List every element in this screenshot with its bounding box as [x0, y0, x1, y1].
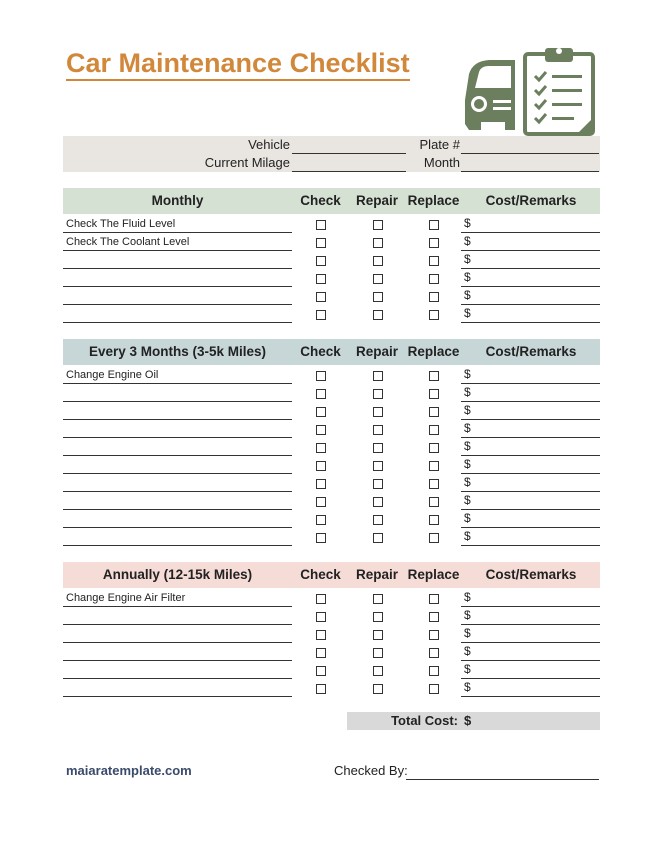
- check-checkbox[interactable]: [316, 310, 326, 320]
- check-checkbox[interactable]: [316, 666, 326, 676]
- check-checkbox[interactable]: [316, 630, 326, 640]
- check-checkbox[interactable]: [316, 461, 326, 471]
- check-checkbox[interactable]: [316, 594, 326, 604]
- cost-remarks-field[interactable]: $: [461, 306, 600, 323]
- car-clipboard-logo: [459, 44, 599, 136]
- replace-checkbox[interactable]: [429, 497, 439, 507]
- repair-checkbox[interactable]: [373, 425, 383, 435]
- replace-checkbox[interactable]: [429, 425, 439, 435]
- task-row: [63, 385, 600, 403]
- checked-by-label: Checked By:: [334, 763, 408, 778]
- repair-checkbox[interactable]: [373, 371, 383, 381]
- task-row: [63, 270, 600, 288]
- repair-checkbox[interactable]: [373, 612, 383, 622]
- repair-checkbox[interactable]: [373, 648, 383, 658]
- task-name[interactable]: [63, 306, 292, 323]
- task-row: [63, 367, 600, 385]
- check-checkbox[interactable]: [316, 274, 326, 284]
- replace-checkbox[interactable]: [429, 461, 439, 471]
- month-label: Month: [423, 155, 460, 170]
- cost-column-header: Cost/Remarks: [485, 344, 577, 359]
- section-title: Monthly: [151, 193, 204, 208]
- task-row: [63, 439, 600, 457]
- task-name[interactable]: [63, 270, 292, 287]
- cost-remarks-field[interactable]: $: [461, 439, 600, 456]
- total-cost-bar: [347, 712, 600, 730]
- replace-checkbox[interactable]: [429, 389, 439, 399]
- repair-checkbox[interactable]: [373, 407, 383, 417]
- quarterly-task-list: [63, 367, 600, 547]
- check-checkbox[interactable]: [316, 407, 326, 417]
- replace-checkbox[interactable]: [429, 479, 439, 489]
- cost-remarks-field[interactable]: $: [461, 511, 600, 528]
- repair-checkbox[interactable]: [373, 238, 383, 248]
- repair-checkbox[interactable]: [373, 256, 383, 266]
- replace-checkbox[interactable]: [429, 648, 439, 658]
- replace-checkbox[interactable]: [429, 666, 439, 676]
- cost-column-header: Cost/Remarks: [485, 567, 577, 582]
- replace-checkbox[interactable]: [429, 238, 439, 248]
- vehicle-field[interactable]: [292, 136, 406, 154]
- repair-checkbox[interactable]: [373, 497, 383, 507]
- replace-checkbox[interactable]: [429, 443, 439, 453]
- task-name[interactable]: Change Engine Air Filter: [63, 590, 292, 607]
- replace-column-header: Replace: [407, 344, 460, 359]
- repair-checkbox[interactable]: [373, 684, 383, 694]
- task-name[interactable]: [63, 529, 292, 546]
- repair-checkbox[interactable]: [373, 533, 383, 543]
- check-checkbox[interactable]: [316, 648, 326, 658]
- task-name[interactable]: [63, 608, 292, 625]
- cost-remarks-field[interactable]: $: [461, 367, 600, 384]
- task-name[interactable]: Check The Fluid Level: [63, 216, 292, 233]
- task-row: [63, 216, 600, 234]
- repair-column-header: Repair: [355, 344, 399, 359]
- task-row: [63, 306, 600, 324]
- cost-column-header: Cost/Remarks: [485, 193, 577, 208]
- cost-remarks-field[interactable]: $: [461, 385, 600, 402]
- check-checkbox[interactable]: [316, 238, 326, 248]
- check-checkbox[interactable]: [316, 371, 326, 381]
- task-name[interactable]: [63, 385, 292, 402]
- section-title: Every 3 Months (3-5k Miles): [88, 344, 267, 359]
- annual-task-list: [63, 590, 600, 698]
- replace-column-header: Replace: [407, 193, 460, 208]
- repair-checkbox[interactable]: [373, 461, 383, 471]
- vehicle-info-panel: [63, 136, 600, 172]
- repair-checkbox[interactable]: [373, 479, 383, 489]
- task-row: [63, 662, 600, 680]
- repair-checkbox[interactable]: [373, 310, 383, 320]
- check-checkbox[interactable]: [316, 443, 326, 453]
- task-row: [63, 529, 600, 547]
- task-name[interactable]: [63, 511, 292, 528]
- monthly-section-header: [63, 188, 600, 214]
- car-icon: [465, 60, 515, 130]
- page-title: Car Maintenance Checklist: [66, 48, 410, 81]
- cost-remarks-field[interactable]: $: [461, 457, 600, 474]
- task-name[interactable]: [63, 662, 292, 679]
- task-name[interactable]: Check The Coolant Level: [63, 234, 292, 251]
- annual-section-header: [63, 562, 600, 588]
- checked-by-field[interactable]: [406, 762, 599, 780]
- task-name[interactable]: [63, 644, 292, 661]
- task-name[interactable]: [63, 403, 292, 420]
- task-row: [63, 590, 600, 608]
- vehicle-label: Vehicle: [248, 137, 290, 152]
- cost-remarks-field[interactable]: $: [461, 662, 600, 679]
- repair-checkbox[interactable]: [373, 594, 383, 604]
- replace-checkbox[interactable]: [429, 515, 439, 525]
- task-row: [63, 457, 600, 475]
- cost-remarks-field[interactable]: $: [461, 529, 600, 546]
- repair-checkbox[interactable]: [373, 274, 383, 284]
- plate-field[interactable]: [461, 136, 599, 154]
- clipboard-checklist-icon: [525, 48, 593, 134]
- task-name[interactable]: [63, 493, 292, 510]
- check-checkbox[interactable]: [316, 256, 326, 266]
- check-checkbox[interactable]: [316, 479, 326, 489]
- task-row: [63, 421, 600, 439]
- task-name[interactable]: [63, 288, 292, 305]
- replace-checkbox[interactable]: [429, 274, 439, 284]
- check-checkbox[interactable]: [316, 515, 326, 525]
- repair-checkbox[interactable]: [373, 292, 383, 302]
- task-name[interactable]: [63, 457, 292, 474]
- task-row: [63, 234, 600, 252]
- repair-checkbox[interactable]: [373, 443, 383, 453]
- replace-checkbox[interactable]: [429, 310, 439, 320]
- cost-remarks-field[interactable]: $: [461, 252, 600, 269]
- task-row: [63, 511, 600, 529]
- repair-checkbox[interactable]: [373, 389, 383, 399]
- task-row: [63, 493, 600, 511]
- task-row: [63, 252, 600, 270]
- milage-label: Current Milage: [204, 155, 290, 170]
- check-column-header: Check: [300, 193, 341, 208]
- quarterly-section-header: [63, 339, 600, 365]
- cost-remarks-field[interactable]: $: [461, 626, 600, 643]
- replace-checkbox[interactable]: [429, 256, 439, 266]
- cost-remarks-field[interactable]: $: [461, 270, 600, 287]
- check-checkbox[interactable]: [316, 497, 326, 507]
- replace-checkbox[interactable]: [429, 220, 439, 230]
- cost-remarks-field[interactable]: $: [461, 288, 600, 305]
- repair-checkbox[interactable]: [373, 515, 383, 525]
- task-row: [63, 644, 600, 662]
- repair-column-header: Repair: [355, 193, 399, 208]
- site-credit: maiaratemplate.com: [66, 763, 192, 778]
- section-title: Annually (12-15k Miles): [102, 567, 253, 582]
- replace-column-header: Replace: [407, 567, 460, 582]
- total-cost-label: Total Cost:: [391, 713, 458, 728]
- task-row: [63, 403, 600, 421]
- task-name[interactable]: [63, 475, 292, 492]
- check-checkbox[interactable]: [316, 533, 326, 543]
- cost-remarks-field[interactable]: $: [461, 234, 600, 251]
- cost-remarks-field[interactable]: $: [461, 680, 600, 697]
- task-row: [63, 626, 600, 644]
- replace-checkbox[interactable]: [429, 292, 439, 302]
- cost-remarks-field[interactable]: $: [461, 421, 600, 438]
- check-checkbox[interactable]: [316, 389, 326, 399]
- milage-field[interactable]: [292, 154, 406, 172]
- cost-remarks-field[interactable]: $: [461, 608, 600, 625]
- replace-checkbox[interactable]: [429, 407, 439, 417]
- task-name[interactable]: [63, 680, 292, 697]
- month-field[interactable]: [461, 154, 599, 172]
- repair-checkbox[interactable]: [373, 220, 383, 230]
- repair-column-header: Repair: [355, 567, 399, 582]
- cost-remarks-field[interactable]: $: [461, 493, 600, 510]
- cost-remarks-field[interactable]: $: [461, 216, 600, 233]
- cost-remarks-field[interactable]: $: [461, 590, 600, 607]
- repair-checkbox[interactable]: [373, 630, 383, 640]
- task-name[interactable]: [63, 439, 292, 456]
- check-column-header: Check: [300, 567, 341, 582]
- cost-remarks-field[interactable]: $: [461, 644, 600, 661]
- replace-checkbox[interactable]: [429, 371, 439, 381]
- task-name[interactable]: [63, 626, 292, 643]
- plate-label: Plate #: [419, 137, 460, 152]
- task-row: [63, 288, 600, 306]
- check-checkbox[interactable]: [316, 612, 326, 622]
- task-row: [63, 475, 600, 493]
- cost-remarks-field[interactable]: $: [461, 475, 600, 492]
- repair-checkbox[interactable]: [373, 666, 383, 676]
- replace-checkbox[interactable]: [429, 630, 439, 640]
- check-column-header: Check: [300, 344, 341, 359]
- cost-remarks-field[interactable]: $: [461, 403, 600, 420]
- replace-checkbox[interactable]: [429, 533, 439, 543]
- replace-checkbox[interactable]: [429, 684, 439, 694]
- check-checkbox[interactable]: [316, 684, 326, 694]
- task-name[interactable]: [63, 421, 292, 438]
- monthly-task-list: [63, 216, 600, 324]
- task-name[interactable]: Change Engine Oil: [63, 367, 292, 384]
- task-name[interactable]: [63, 252, 292, 269]
- task-row: [63, 680, 600, 698]
- check-checkbox[interactable]: [316, 220, 326, 230]
- replace-checkbox[interactable]: [429, 612, 439, 622]
- check-checkbox[interactable]: [316, 425, 326, 435]
- task-row: [63, 608, 600, 626]
- check-checkbox[interactable]: [316, 292, 326, 302]
- total-cost-currency: $: [464, 713, 472, 728]
- replace-checkbox[interactable]: [429, 594, 439, 604]
